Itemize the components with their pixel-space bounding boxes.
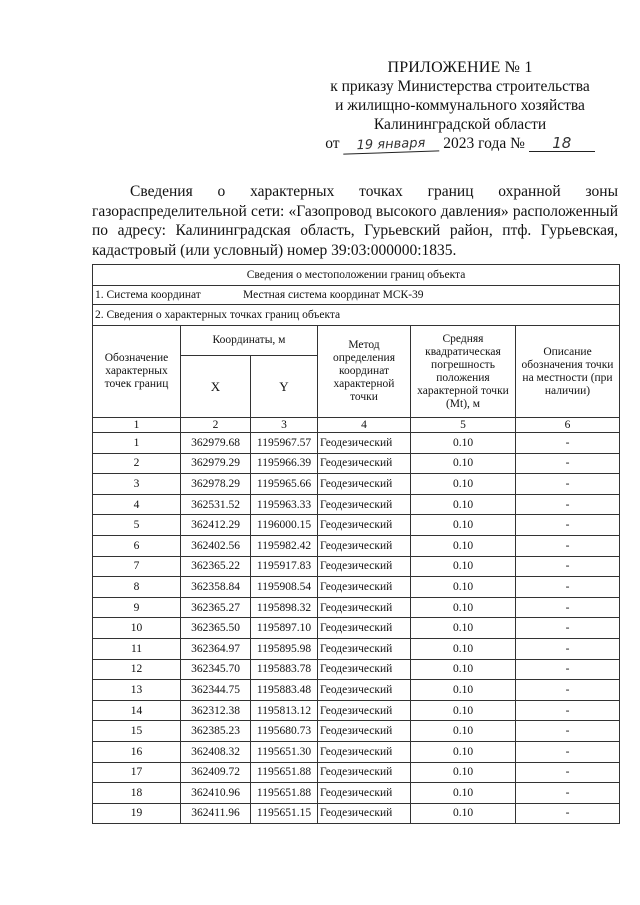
date-prefix: от bbox=[325, 135, 340, 152]
method-cell: Геодезический bbox=[318, 762, 411, 783]
intro-text: Сведения о характерных точках границ охранной зоны газораспределительной сети: «Газопровод высокого давления» расположенный по адресу: Калининградская область, Гурьевский район, птф. Гурьевская, кадастровый (или условный) номер 39:03:000000:1835. bbox=[92, 183, 618, 259]
system-label: 1. Система координат bbox=[95, 289, 201, 301]
method-cell: Геодезический bbox=[318, 638, 411, 659]
y-coordinate-cell: 1195883.48 bbox=[251, 680, 318, 701]
error-cell: 0.10 bbox=[411, 659, 516, 680]
year-text: 2023 года № bbox=[443, 135, 525, 152]
point-number-cell: 8 bbox=[93, 577, 181, 598]
error-cell: 0.10 bbox=[411, 618, 516, 639]
error-cell: 0.10 bbox=[411, 597, 516, 618]
x-coordinate-cell: 362408.32 bbox=[181, 741, 251, 762]
description-cell: - bbox=[516, 433, 620, 454]
x-coordinate-cell: 362531.52 bbox=[181, 494, 251, 515]
description-cell: - bbox=[516, 721, 620, 742]
y-coordinate-cell: 1195898.32 bbox=[251, 597, 318, 618]
table-row bbox=[93, 577, 620, 598]
error-cell: 0.10 bbox=[411, 515, 516, 536]
col-header-point: Обозначение характерных точек границ bbox=[93, 326, 181, 418]
description-cell: - bbox=[516, 741, 620, 762]
coordinate-system-row bbox=[93, 286, 620, 305]
handwritten-number: 18 bbox=[529, 136, 595, 152]
y-coordinate-cell: 1195883.78 bbox=[251, 659, 318, 680]
method-cell: Геодезический bbox=[318, 783, 411, 804]
col-number: 1 bbox=[93, 418, 181, 433]
col-header-description: Описание обозначения точки на местности (при наличии) bbox=[516, 326, 620, 418]
point-number-cell: 9 bbox=[93, 597, 181, 618]
method-cell: Геодезический bbox=[318, 721, 411, 742]
point-number-cell: 2 bbox=[93, 453, 181, 474]
col-number: 2 bbox=[181, 418, 251, 433]
x-coordinate-cell: 362410.96 bbox=[181, 783, 251, 804]
error-cell: 0.10 bbox=[411, 803, 516, 824]
x-coordinate-cell: 362412.29 bbox=[181, 515, 251, 536]
appendix-header bbox=[300, 58, 620, 153]
y-coordinate-cell: 1195651.15 bbox=[251, 803, 318, 824]
appendix-title: ПРИЛОЖЕНИЕ № 1 bbox=[387, 59, 533, 76]
error-cell: 0.10 bbox=[411, 762, 516, 783]
error-cell: 0.10 bbox=[411, 433, 516, 454]
table-row bbox=[93, 659, 620, 680]
point-number-cell: 3 bbox=[93, 474, 181, 495]
section-2-label: 2. Сведения о характерных точках границ объекта bbox=[93, 305, 620, 326]
x-coordinate-cell: 362312.38 bbox=[181, 700, 251, 721]
method-cell: Геодезический bbox=[318, 803, 411, 824]
description-cell: - bbox=[516, 474, 620, 495]
point-number-cell: 7 bbox=[93, 556, 181, 577]
method-cell: Геодезический bbox=[318, 494, 411, 515]
method-cell: Геодезический bbox=[318, 597, 411, 618]
col-header-y: Y bbox=[251, 356, 318, 418]
table-row bbox=[93, 433, 620, 454]
table-row bbox=[93, 556, 620, 577]
method-cell: Геодезический bbox=[318, 535, 411, 556]
y-coordinate-cell: 1195680.73 bbox=[251, 721, 318, 742]
col-number: 4 bbox=[318, 418, 411, 433]
table-row bbox=[93, 741, 620, 762]
error-cell: 0.10 bbox=[411, 556, 516, 577]
point-number-cell: 12 bbox=[93, 659, 181, 680]
x-coordinate-cell: 362978.29 bbox=[181, 474, 251, 495]
col-header-method: Метод определения координат характерной точки bbox=[318, 326, 411, 418]
y-coordinate-cell: 1195982.42 bbox=[251, 535, 318, 556]
col-header-error: Средняя квадратическая погрешность положения характерной точки (Mt), м bbox=[411, 326, 516, 418]
x-coordinate-cell: 362409.72 bbox=[181, 762, 251, 783]
table-row bbox=[93, 474, 620, 495]
description-cell: - bbox=[516, 597, 620, 618]
error-cell: 0.10 bbox=[411, 680, 516, 701]
method-cell: Геодезический bbox=[318, 618, 411, 639]
y-coordinate-cell: 1195917.83 bbox=[251, 556, 318, 577]
table-row bbox=[93, 700, 620, 721]
x-coordinate-cell: 362402.56 bbox=[181, 535, 251, 556]
point-number-cell: 1 bbox=[93, 433, 181, 454]
y-coordinate-cell: 1195966.39 bbox=[251, 453, 318, 474]
table-row bbox=[93, 515, 620, 536]
y-coordinate-cell: 1195651.88 bbox=[251, 762, 318, 783]
error-cell: 0.10 bbox=[411, 474, 516, 495]
method-cell: Геодезический bbox=[318, 741, 411, 762]
method-cell: Геодезический bbox=[318, 453, 411, 474]
order-line-1: к приказу Министерства строительства bbox=[330, 78, 590, 95]
description-cell: - bbox=[516, 535, 620, 556]
error-cell: 0.10 bbox=[411, 494, 516, 515]
description-cell: - bbox=[516, 618, 620, 639]
x-coordinate-cell: 362345.70 bbox=[181, 659, 251, 680]
point-number-cell: 18 bbox=[93, 783, 181, 804]
method-cell: Геодезический bbox=[318, 659, 411, 680]
table-row bbox=[93, 494, 620, 515]
col-header-coords: Координаты, м bbox=[181, 326, 318, 356]
description-cell: - bbox=[516, 453, 620, 474]
method-cell: Геодезический bbox=[318, 577, 411, 598]
description-cell: - bbox=[516, 783, 620, 804]
table-row bbox=[93, 680, 620, 701]
x-coordinate-cell: 362385.23 bbox=[181, 721, 251, 742]
method-cell: Геодезический bbox=[318, 433, 411, 454]
x-coordinate-cell: 362979.68 bbox=[181, 433, 251, 454]
x-coordinate-cell: 362358.84 bbox=[181, 577, 251, 598]
col-number: 3 bbox=[251, 418, 318, 433]
error-cell: 0.10 bbox=[411, 721, 516, 742]
table-title: Сведения о местоположении границ объекта bbox=[93, 265, 620, 286]
description-cell: - bbox=[516, 638, 620, 659]
col-number: 6 bbox=[516, 418, 620, 433]
description-cell: - bbox=[516, 680, 620, 701]
description-cell: - bbox=[516, 494, 620, 515]
table-row bbox=[93, 762, 620, 783]
method-cell: Геодезический bbox=[318, 680, 411, 701]
order-line-3: Калининградской области bbox=[373, 116, 547, 133]
system-value: Местная система координат МСК-39 bbox=[243, 289, 424, 301]
x-coordinate-cell: 362365.50 bbox=[181, 618, 251, 639]
table-row bbox=[93, 803, 620, 824]
error-cell: 0.10 bbox=[411, 741, 516, 762]
point-number-cell: 13 bbox=[93, 680, 181, 701]
y-coordinate-cell: 1195908.54 bbox=[251, 577, 318, 598]
point-number-cell: 19 bbox=[93, 803, 181, 824]
x-coordinate-cell: 362411.96 bbox=[181, 803, 251, 824]
x-coordinate-cell: 362365.27 bbox=[181, 597, 251, 618]
table-row bbox=[93, 783, 620, 804]
table-row bbox=[93, 597, 620, 618]
x-coordinate-cell: 362344.75 bbox=[181, 680, 251, 701]
description-cell: - bbox=[516, 700, 620, 721]
table-row bbox=[93, 721, 620, 742]
method-cell: Геодезический bbox=[318, 556, 411, 577]
y-coordinate-cell: 1195967.57 bbox=[251, 433, 318, 454]
description-cell: - bbox=[516, 803, 620, 824]
error-cell: 0.10 bbox=[411, 700, 516, 721]
y-coordinate-cell: 1195651.30 bbox=[251, 741, 318, 762]
point-number-cell: 16 bbox=[93, 741, 181, 762]
method-cell: Геодезический bbox=[318, 515, 411, 536]
point-number-cell: 10 bbox=[93, 618, 181, 639]
error-cell: 0.10 bbox=[411, 453, 516, 474]
error-cell: 0.10 bbox=[411, 783, 516, 804]
y-coordinate-cell: 1195897.10 bbox=[251, 618, 318, 639]
y-coordinate-cell: 1196000.15 bbox=[251, 515, 318, 536]
method-cell: Геодезический bbox=[318, 700, 411, 721]
point-number-cell: 11 bbox=[93, 638, 181, 659]
y-coordinate-cell: 1195813.12 bbox=[251, 700, 318, 721]
x-coordinate-cell: 362364.97 bbox=[181, 638, 251, 659]
point-number-cell: 6 bbox=[93, 535, 181, 556]
point-number-cell: 14 bbox=[93, 700, 181, 721]
error-cell: 0.10 bbox=[411, 535, 516, 556]
y-coordinate-cell: 1195895.98 bbox=[251, 638, 318, 659]
description-cell: - bbox=[516, 659, 620, 680]
intro-paragraph bbox=[92, 182, 618, 260]
method-cell: Геодезический bbox=[318, 474, 411, 495]
order-line-2: и жилищно-коммунального хозяйства bbox=[335, 97, 585, 114]
description-cell: - bbox=[516, 556, 620, 577]
error-cell: 0.10 bbox=[411, 577, 516, 598]
handwritten-date: 19 января bbox=[343, 135, 439, 154]
y-coordinate-cell: 1195963.33 bbox=[251, 494, 318, 515]
boundary-points-table bbox=[92, 264, 620, 824]
y-coordinate-cell: 1195965.66 bbox=[251, 474, 318, 495]
description-cell: - bbox=[516, 577, 620, 598]
x-coordinate-cell: 362979.29 bbox=[181, 453, 251, 474]
error-cell: 0.10 bbox=[411, 638, 516, 659]
description-cell: - bbox=[516, 762, 620, 783]
point-number-cell: 15 bbox=[93, 721, 181, 742]
table-row bbox=[93, 535, 620, 556]
point-number-cell: 5 bbox=[93, 515, 181, 536]
order-date-line bbox=[300, 134, 620, 153]
col-number: 5 bbox=[411, 418, 516, 433]
y-coordinate-cell: 1195651.88 bbox=[251, 783, 318, 804]
point-number-cell: 4 bbox=[93, 494, 181, 515]
table-row bbox=[93, 638, 620, 659]
x-coordinate-cell: 362365.22 bbox=[181, 556, 251, 577]
table-row bbox=[93, 618, 620, 639]
col-header-x: X bbox=[181, 356, 251, 418]
description-cell: - bbox=[516, 515, 620, 536]
point-number-cell: 17 bbox=[93, 762, 181, 783]
table-row bbox=[93, 453, 620, 474]
